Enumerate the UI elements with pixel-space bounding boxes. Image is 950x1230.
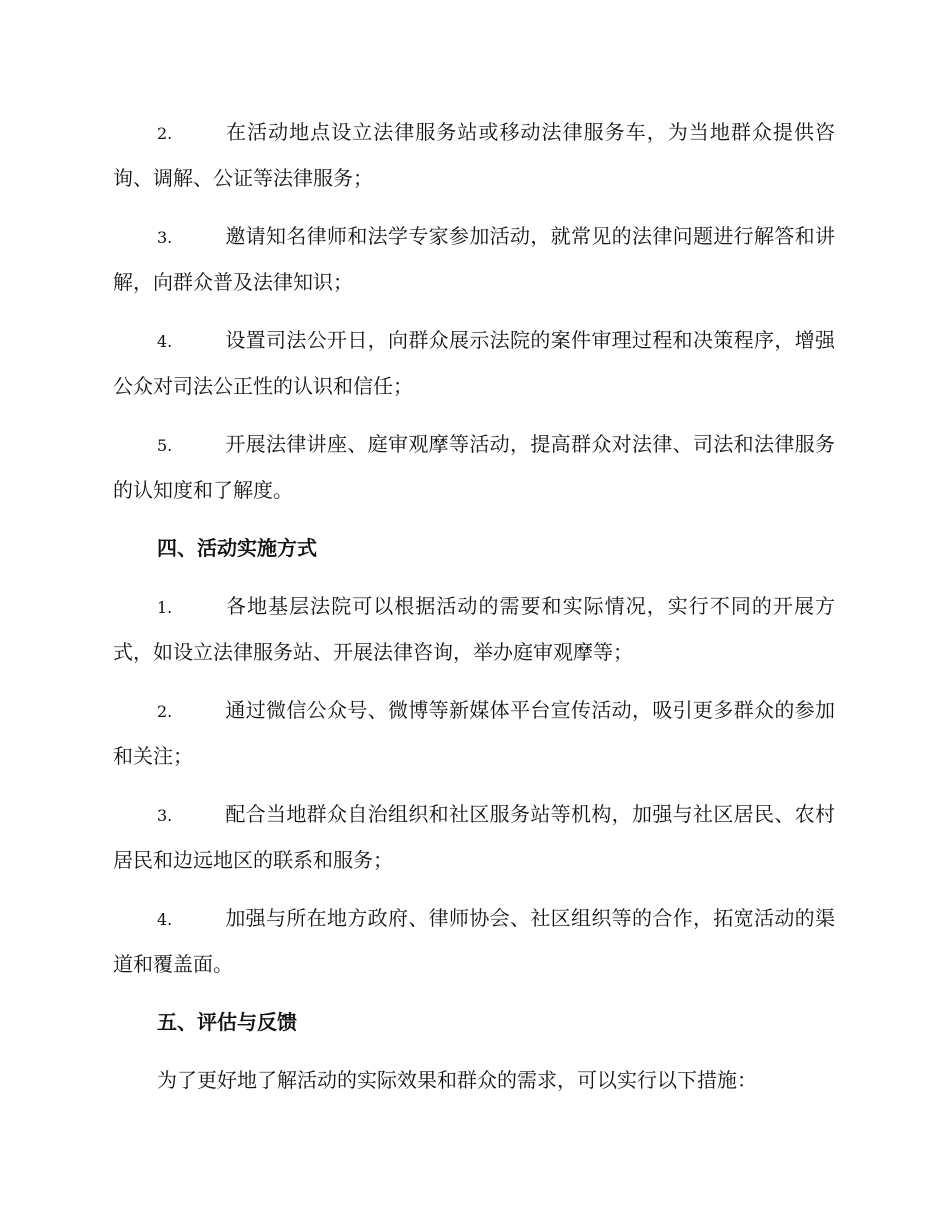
section-heading: 四、活动实施方式 (157, 536, 317, 560)
list-item (113, 896, 835, 986)
list-item (113, 792, 835, 882)
list-number: 2. (157, 702, 173, 721)
list-text: 开展法律讲座、庭审观摩等活动，提高群众对法律、司法和法律服务的认知度和了解度。 (113, 432, 835, 502)
list-text: 加强与所在地方政府、律师协会、社区组织等的合作，拓宽活动的渠道和覆盖面。 (113, 906, 835, 976)
list-number: 2. (157, 124, 173, 143)
list-item (113, 422, 835, 512)
intro-paragraph: 为了更好地了解活动的实际效果和群众的需求，可以实行以下措施： (157, 1068, 757, 1092)
list-text: 通过微信公众号、微博等新媒体平台宣传活动，吸引更多群众的参加和关注； (113, 698, 835, 768)
list-item (113, 688, 835, 778)
list-text: 邀请知名律师和法学专家参加活动，就常见的法律问题进行解答和讲解，向群众普及法律知识； (113, 224, 835, 294)
list-text: 在活动地点设立法律服务站或移动法律服务车，为当地群众提供咨询、调解、公证等法律服务； (113, 120, 835, 190)
document-body (113, 110, 835, 1116)
list-number: 1. (157, 598, 173, 617)
list-number: 3. (157, 228, 173, 247)
list-item (113, 110, 835, 200)
list-number: 3. (157, 806, 173, 825)
list-number: 5. (157, 436, 173, 455)
list-item (113, 584, 835, 674)
list-text: 各地基层法院可以根据活动的需要和实际情况，实行不同的开展方式，如设立法律服务站、开展法律咨询，举办庭审观摩等； (113, 594, 835, 664)
list-text: 设置司法公开日，向群众展示法院的案件审理过程和决策程序，增强公众对司法公正性的认识和信任； (113, 328, 835, 398)
list-text: 配合当地群众自治组织和社区服务站等机构，加强与社区居民、农村居民和边远地区的联系和服务； (113, 802, 835, 872)
section-heading: 五、评估与反馈 (157, 1010, 297, 1034)
list-item (113, 318, 835, 408)
list-number: 4. (157, 332, 173, 351)
list-number: 4. (157, 910, 173, 929)
list-item (113, 214, 835, 304)
